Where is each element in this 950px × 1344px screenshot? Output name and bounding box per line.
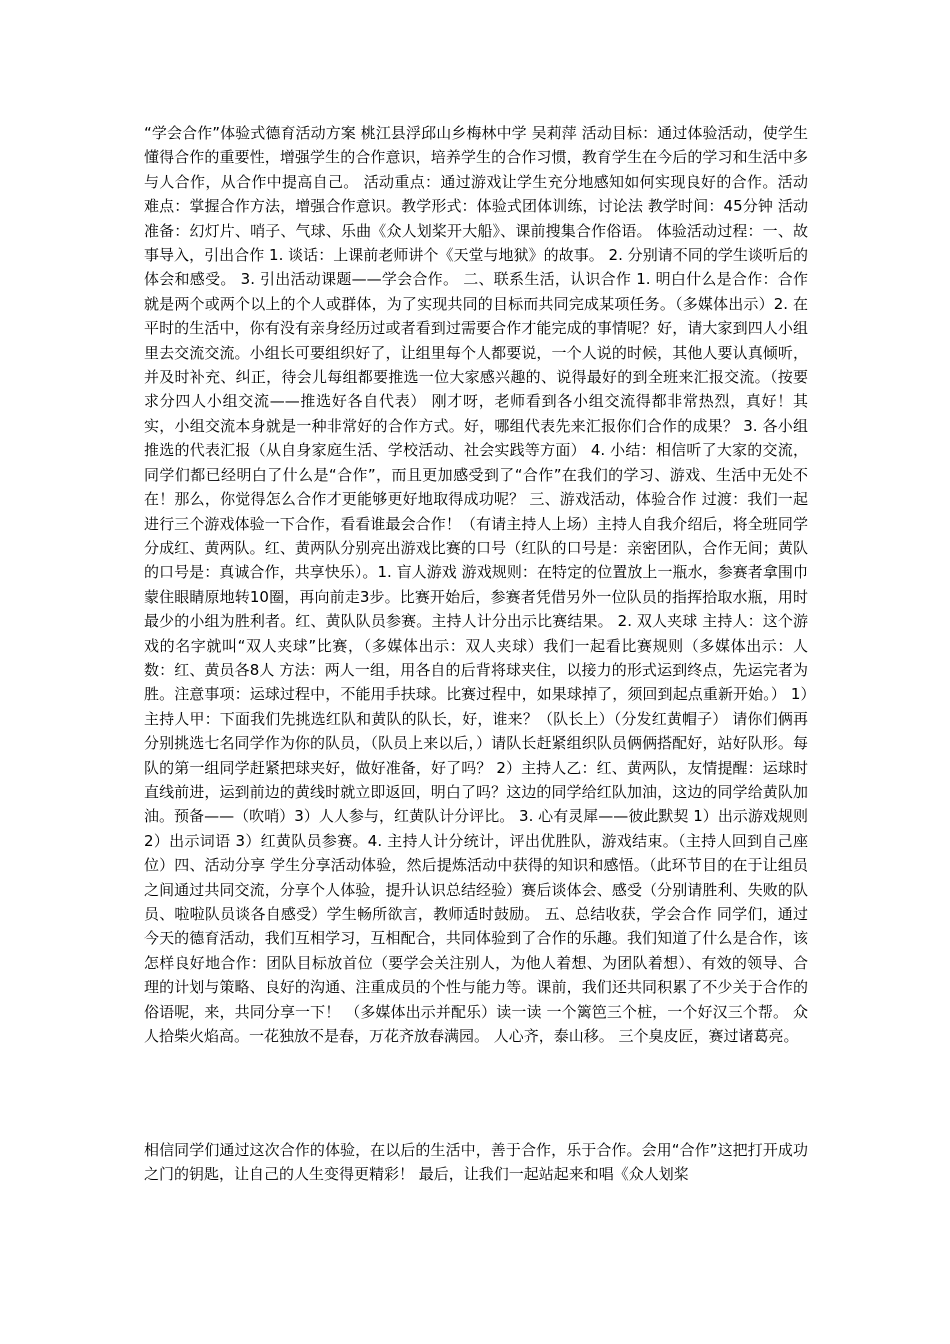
body-paragraph-closing: 相信同学们通过这次合作的体验，在以后的生活中，善于合作，乐于合作。会用“合作”这把打开成功之门的钥匙，让自己的人生变得更精彩！ 最后，让我们一起站起来和唱《众人划桨 bbox=[144, 1141, 808, 1184]
body-paragraph-main: “学会合作”体验式德育活动方案 桃江县浮邱山乡梅林中学 吴莉萍 活动目标：通过体验活动，使学生懂得合作的重要性，增强学生的合作意识，培养学生的合作习惯，教育学生在今后的学习和生活中多与人合作，从合作中提高自己。 活动重点：通过游戏让学生充分地感知如何实现良好的合作。活动难点：掌握合作方法，增强合作意识。教学形式：体验式团体训练，讨论法 教学时间：45分钟 活动准备：幻灯片、哨子、气球、乐曲《众人划桨开大船》、课前搜集合作俗语。 体验活动过程：一、故事导入，引出合作 1. 谈话：上课前老师讲个《天堂与地狱》的故事。 2. 分别请不同的学生谈听后的体会和感受。 3. 引出活动课题——学会合作。 二、联系生活，认识合作 1. 明白什么是合作：合作就是两个或两个以上的个人或群体，为了实现共同的目标而共同完成某项任务。（多媒体出示）2. 在平时的生活中，你有没有亲身经历过或者看到过需要合作才能完成的事情呢？好，请大家到四人小组里去交流交流。小组长可要组织好了，让组里每个人都要说，一个人说的时候，其他人要认真倾听，并及时补充、纠正，待会儿每组都要推选一位大家感兴趣的、说得最好的到全班来汇报交流。（按要求分四人小组交流——推选好各自代表） 刚才呀，老师看到各小组交流得都非常热烈，真好！其实，小组交流本身就是一种非常好的合作方式。好，哪组代表先来汇报你们合作的成果？ 3. 各小组推选的代表汇报（从自身家庭生活、学校活动、社会实践等方面） 4. 小结：相信听了大家的交流，同学们都已经明白了什么是“合作”，而且更加感受到了“合作”在我们的学习、游戏、生活中无处不在！那么，你觉得怎么合作才更能够更好地取得成功呢？ 三、游戏活动，体验合作 过渡：我们一起进行三个游戏体验一下合作，看看谁最会合作！（有请主持人上场）主持人自我介绍后，将全班同学分成红、黄两队。红、黄两队分别亮出游戏比赛的口号（红队的口号是：亲密团队，合作无间；黄队的口号是：真诚合作，共享快乐）。1. 盲人游戏 游戏规则：在特定的位置放上一瓶水，参赛者拿围巾蒙住眼睛原地转10圈，再向前走3步。比赛开始后，参赛者凭借另外一位队员的指挥拾取水瓶，用时最少的小组为胜利者。红、黄队队员参赛。主持人计分出示比赛结果。 2. 双人夹球 主持人：这个游戏的名字就叫“双人夹球”比赛，（多媒体出示：双人夹球）我们一起看比赛规则（多媒体出示：人数：红、黄员各8人 方法：两人一组，用各自的后背将球夹住，以接力的形式运到终点，先运完者为胜。注意事项：运球过程中，不能用手扶球。比赛过程中，如果球掉了，须回到起点重新开始。） 1）主持人甲：下面我们先挑选红队和黄队的队长，好，谁来？（队长上）（分发红黄帽子） 请你们俩再分别挑选七名同学作为你的队员，（队员上来以后，）请队长赶紧组织队员俩俩搭配好，站好队形。每队的第一组同学赶紧把球夹好，做好准备，好了吗？ 2）主持人乙：红、黄两队，友情提醒：运球时直线前进，运到前边的黄线时就立即返回，明白了吗？这边的同学给红队加油，这边的同学给黄队加油。预备——（吹哨）3）人人参与，红黄队计分评比。 3. 心有灵犀——彼此默契 1）出示游戏规则 2）出示词语 3）红黄队员参赛。4. 主持人计分统计，评出优胜队，游戏结束。（主持人回到自己座位）四、活动分享 学生分享活动体验，然后提炼活动中获得的知识和感悟。（此环节目的在于让组员之间通过共同交流，分享个人体验，提升认识总结经验）赛后谈体会、感受（分别请胜利、失败的队员、啦啦队员谈各自感受）学生畅所欲言，教师适时鼓励。 五、总结收获，学会合作 同学们，通过今天的德育活动，我们互相学习，互相配合，共同体验到了合作的乐趣。我们知道了什么是合作，该怎样良好地合作：团队目标放首位（要学会关注别人，为他人着想、为团队着想）、有效的领导、合理的计划与策略、良好的沟通、注重成员的个性与能力等。课前，我们还共同积累了不少关于合作的俗语呢，来，共同分享一下！ （多媒体出示并配乐）读一读 一个篱笆三个桩，一个好汉三个帮。 众人拾柴火焰高。一花独放不是春，万花齐放春满园。 人心齐，泰山移。 三个臭皮匠，赛过诸葛亮。 bbox=[144, 124, 808, 1046]
